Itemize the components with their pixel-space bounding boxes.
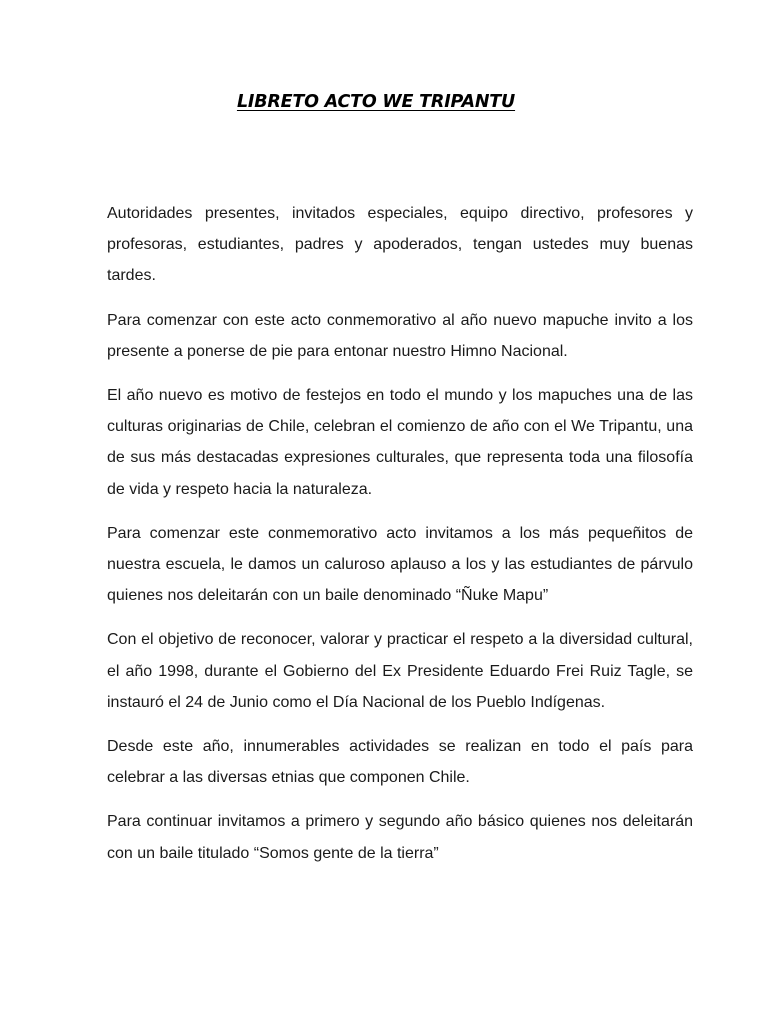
document-title: LIBRETO ACTO WE TRIPANTU xyxy=(236,92,516,112)
paragraph-activities: Desde este año, innumerables actividades se realizan en todo el país para celebrar a las diversas etnias que componen Chile. xyxy=(107,738,693,787)
paragraph-parvulo-dance: Para comenzar este conmemorativo acto invitamos a los más pequeñitos de nuestra escuela, le damos un caluroso aplauso a los y las estudiantes de párvulo quienes nos deleitarán con un baile denominado “Ñuke Mapu” xyxy=(107,524,693,605)
paragraph-indigenous-day: Con el objetivo de reconocer, valorar y practicar el respeto a la diversidad cultural, el año 1998, durante el Gobierno del Ex Presidente Eduardo Frei Ruiz Tagle, se instauró el 24 de Junio como el Día Nacional de los Pueblo Indígenas. xyxy=(107,631,693,711)
document-body xyxy=(107,198,693,882)
paragraph-new-year: El año nuevo es motivo de festejos en todo el mundo y los mapuches una de las culturas originarias de Chile, celebran el comienzo de año con el We Tripantu, una de sus más destacadas expresiones culturales, que representa toda una filosofía de vida y respeto hacia la naturaleza. xyxy=(107,387,693,498)
paragraph-national-anthem: Para comenzar con este acto conmemorativo al año nuevo mapuche invito a los presente a ponerse de pie para entonar nuestro Himno Nacional. xyxy=(107,311,693,360)
paragraph-basic-dance: Para continuar invitamos a primero y segundo año básico quienes nos deleitarán con un baile titulado “Somos gente de la tierra” xyxy=(107,813,693,862)
paragraph-greeting: Autoridades presentes, invitados especiales, equipo directivo, profesores y profesoras, estudiantes, padres y apoderados, tengan ustedes muy buenas tardes. xyxy=(107,205,693,285)
